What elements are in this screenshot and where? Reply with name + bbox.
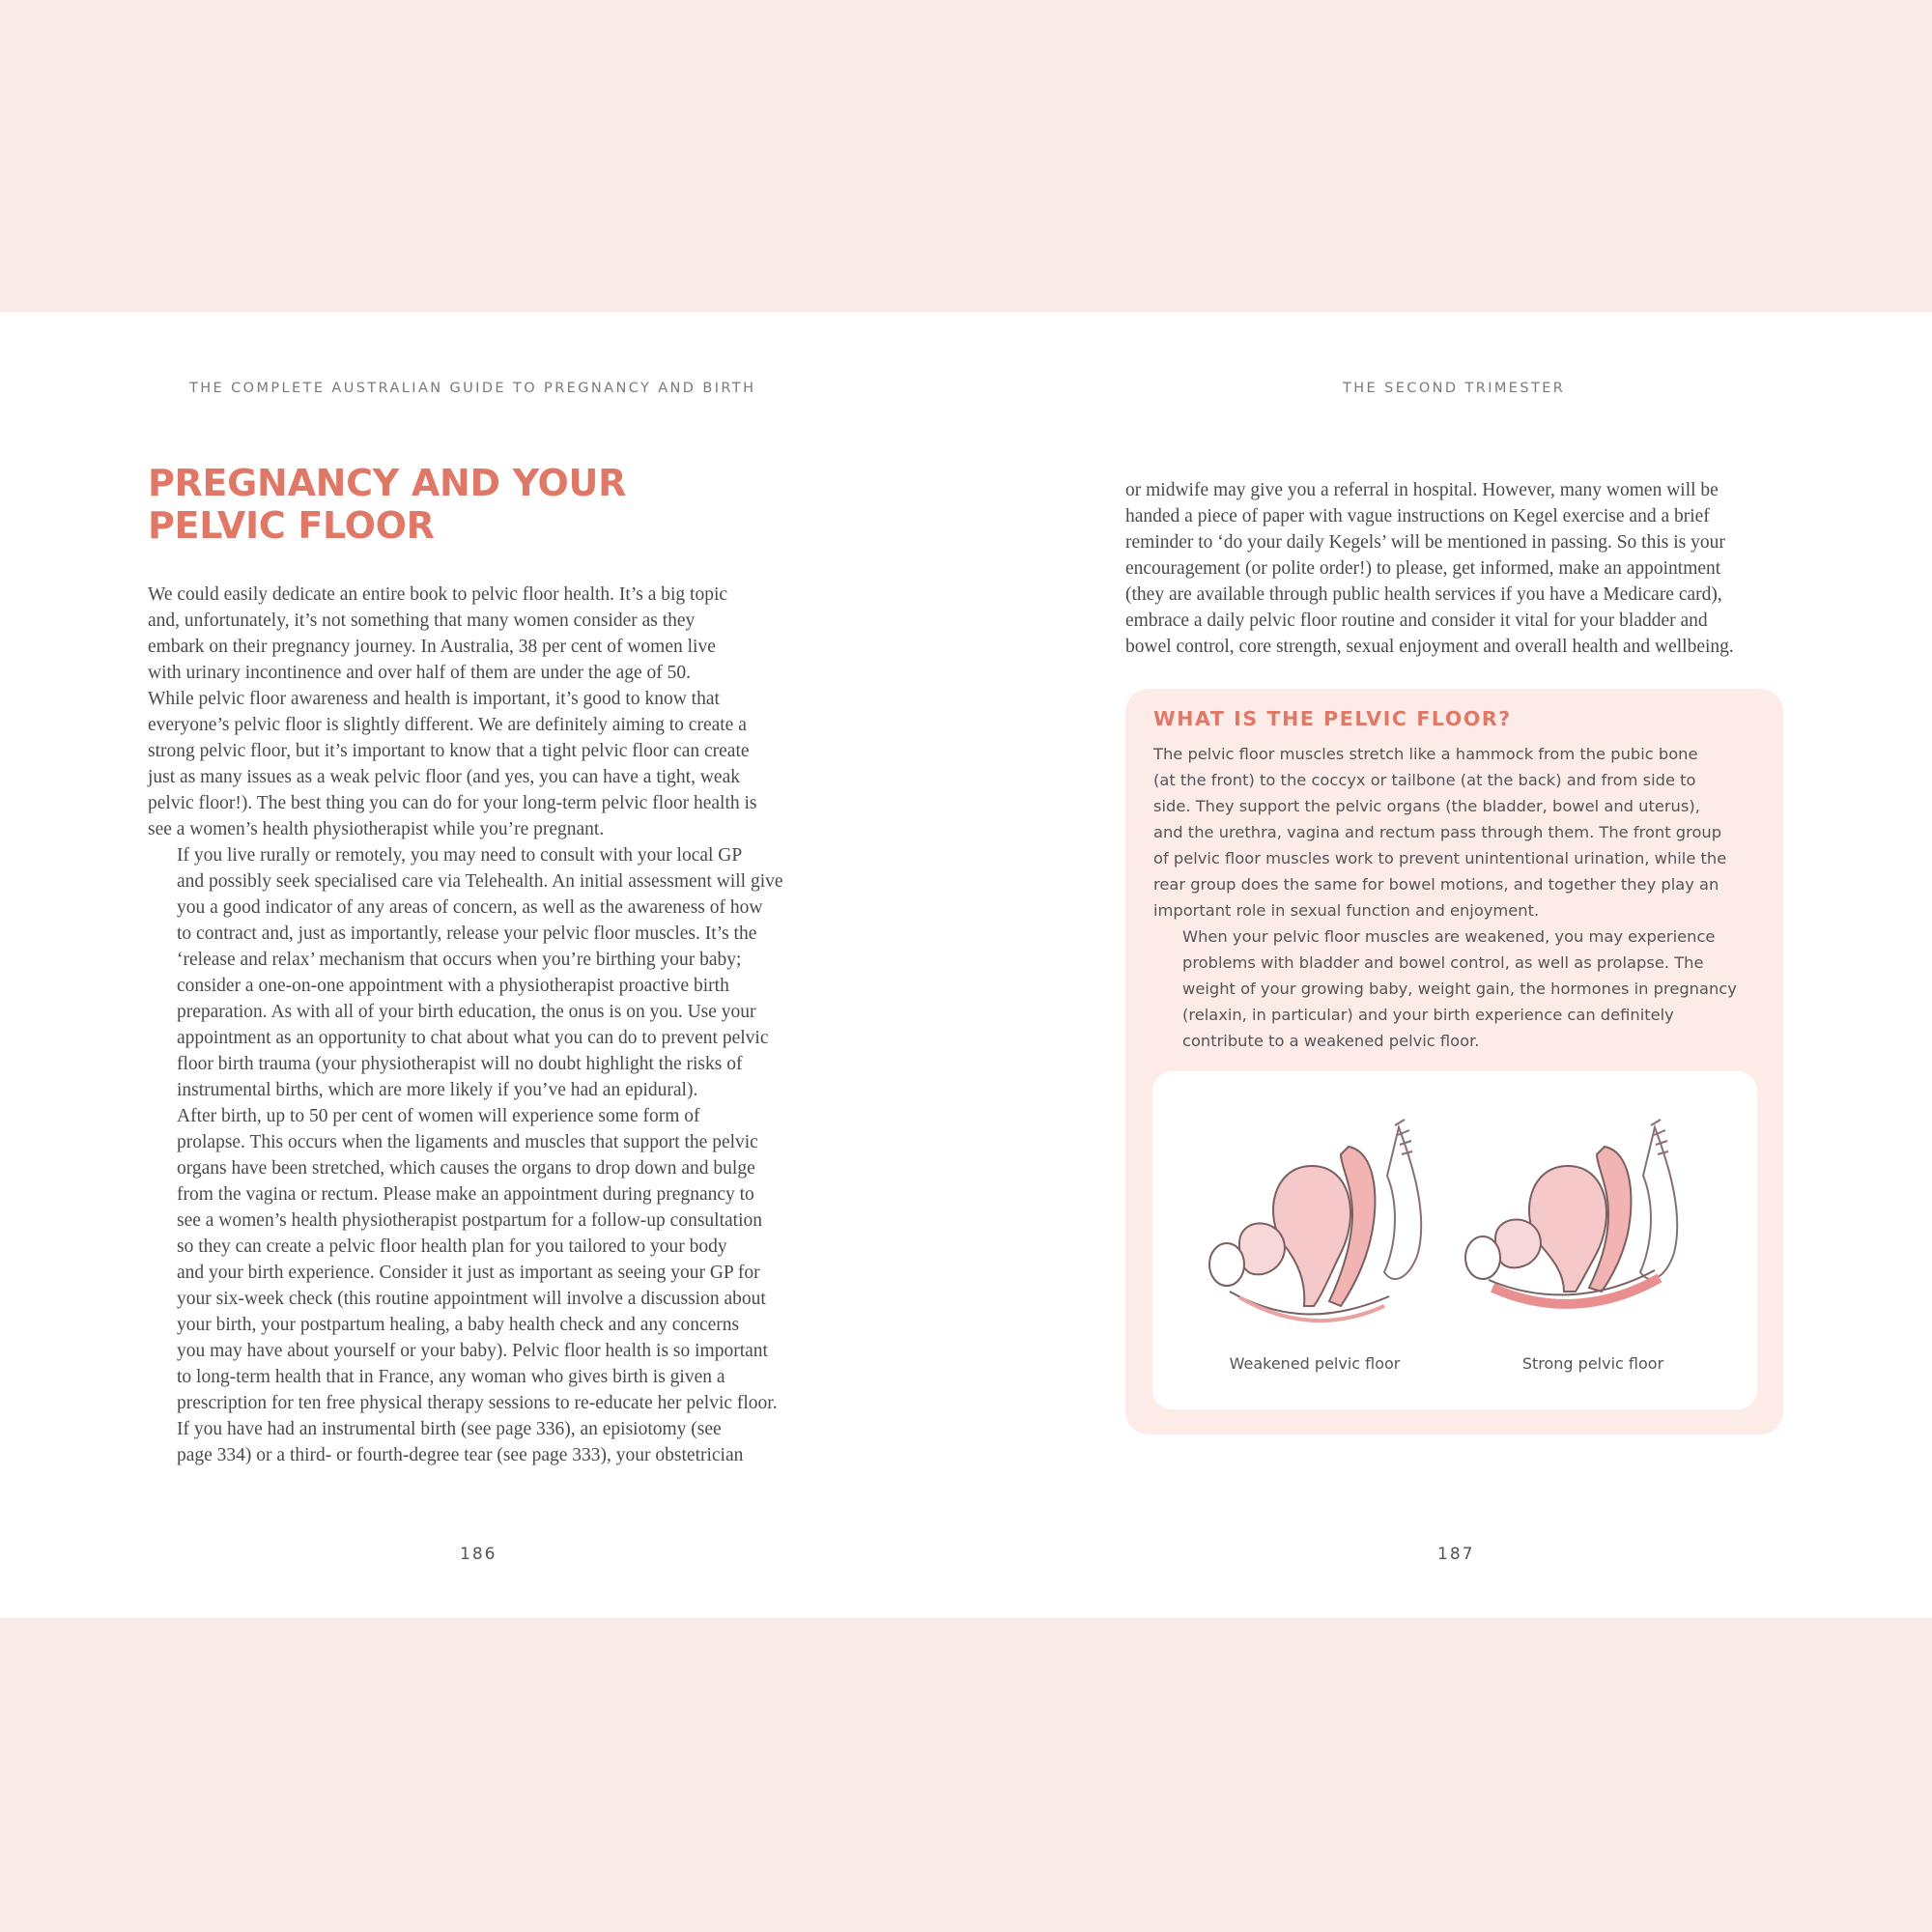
text-line: everyone’s pelvic floor is slightly different. We are definitely aiming to create a bbox=[148, 715, 747, 735]
text-line: While pelvic floor awareness and health is important, it’s good to know that bbox=[148, 689, 720, 709]
text-line: If you live rurally or remotely, you may need to consult with your local GP bbox=[177, 845, 743, 866]
text-line: handed a piece of paper with vague instructions on Kegel exercise and a brief bbox=[1125, 506, 1710, 526]
text-line: important role in sexual function and enjoyment. bbox=[1153, 901, 1540, 920]
text-line: from the vagina or rectum. Please make an appointment during pregnancy to bbox=[177, 1184, 754, 1205]
text-line: side. They support the pelvic organs (the bladder, bowel and uterus), bbox=[1153, 797, 1700, 815]
pelvic-floor-figure bbox=[1152, 1071, 1757, 1409]
text-line: The pelvic floor muscles stretch like a hammock from the pubic bone bbox=[1153, 745, 1698, 763]
body-paragraph bbox=[1125, 477, 1792, 660]
text-line: and the urethra, vagina and rectum pass through them. The front group bbox=[1153, 823, 1722, 841]
text-line: consider a one-on-one appointment with a physiotherapist proactive birth bbox=[177, 976, 729, 996]
text-line: (they are available through public health services if you have a Medicare card), bbox=[1125, 584, 1722, 605]
text-line: and, unfortunately, it’s not something that many women consider as they bbox=[148, 611, 696, 631]
text-line: strong pelvic floor, but it’s important to know that a tight pelvic floor can create bbox=[148, 741, 750, 761]
text-line: your six-week check (this routine appointment will involve a discussion about bbox=[177, 1289, 766, 1309]
text-line: your birth, your postpartum healing, a baby health check and any concerns bbox=[177, 1315, 740, 1335]
body-paragraph bbox=[148, 582, 814, 842]
strong-pelvic-floor-illustration bbox=[1462, 1108, 1703, 1330]
text-line: you a good indicator of any areas of concern, as well as the awareness of how bbox=[177, 897, 763, 918]
text-line: weight of your growing baby, weight gain, the hormones in pregnancy bbox=[1182, 980, 1737, 998]
text-line: rear group does the same for bowel motions, and together they play an bbox=[1153, 875, 1719, 894]
sidebar-text bbox=[1153, 741, 1772, 1054]
text-line: instrumental births, which are more likely if you’ve had an epidural). bbox=[177, 1080, 698, 1100]
text-line: (relaxin, in particular) and your birth experience can definitely bbox=[1182, 1006, 1674, 1024]
text-line: When your pelvic floor muscles are weakened, you may experience bbox=[1182, 927, 1716, 946]
text-line: and your birth experience. Consider it just as important as seeing your GP for bbox=[177, 1263, 760, 1283]
sidebar-paragraph bbox=[1153, 923, 1772, 1054]
body-paragraph bbox=[148, 1103, 814, 1416]
page-number-left: 186 bbox=[460, 1545, 497, 1564]
left-body-text bbox=[148, 582, 814, 1468]
text-line: so they can create a pelvic floor health plan for you tailored to your body bbox=[177, 1236, 727, 1257]
text-line: organs have been stretched, which causes the organs to drop down and bulge bbox=[177, 1158, 755, 1179]
text-line: embark on their pregnancy journey. In Australia, 38 per cent of women live bbox=[148, 637, 716, 657]
text-line: prolapse. This occurs when the ligaments and muscles that support the pelvic bbox=[177, 1132, 758, 1152]
running-head-left: THE COMPLETE AUSTRALIAN GUIDE TO PREGNANCY AND BIRTH bbox=[189, 381, 756, 396]
text-line: see a women’s health physiotherapist while you’re pregnant. bbox=[148, 819, 605, 839]
text-line: If you have had an instrumental birth (see page 336), an episiotomy (see bbox=[177, 1419, 722, 1439]
title-line: PREGNANCY AND YOUR bbox=[148, 462, 627, 504]
weakened-pelvic-floor-illustration bbox=[1206, 1108, 1447, 1330]
text-line: or midwife may give you a referral in hospital. However, many women will be bbox=[1125, 480, 1719, 500]
running-head-right: THE SECOND TRIMESTER bbox=[1343, 381, 1566, 396]
body-paragraph bbox=[148, 1416, 814, 1468]
text-line: contribute to a weakened pelvic floor. bbox=[1182, 1032, 1480, 1050]
text-line: reminder to ‘do your daily Kegels’ will be mentioned in passing. So this is your bbox=[1125, 532, 1725, 553]
page-number-right: 187 bbox=[1437, 1545, 1475, 1564]
text-line: pelvic floor!). The best thing you can do for your long-term pelvic floor health is bbox=[148, 793, 757, 813]
sidebar-title: WHAT IS THE PELVIC FLOOR? bbox=[1153, 707, 1512, 730]
text-line: encouragement (or polite order!) to please, get informed, make an appointment bbox=[1125, 558, 1721, 579]
text-line: to contract and, just as importantly, release your pelvic floor muscles. It’s the bbox=[177, 923, 757, 944]
text-line: embrace a daily pelvic floor routine and consider it vital for your bladder and bbox=[1125, 611, 1708, 631]
text-line: preparation. As with all of your birth education, the onus is on you. Use your bbox=[177, 1002, 756, 1022]
text-line: you may have about yourself or your baby). Pelvic floor health is so important bbox=[177, 1341, 768, 1361]
text-line: see a women’s health physiotherapist postpartum for a follow-up consultation bbox=[177, 1210, 762, 1231]
figure-caption-weakened: Weakened pelvic floor bbox=[1229, 1354, 1401, 1373]
text-line: to long-term health that in France, any woman who gives birth is given a bbox=[177, 1367, 725, 1387]
body-paragraph bbox=[148, 842, 814, 1103]
text-line: problems with bladder and bowel control, as well as prolapse. The bbox=[1182, 953, 1704, 972]
text-line: We could easily dedicate an entire book to pelvic floor health. It’s a big topic bbox=[148, 584, 728, 605]
right-body-text bbox=[1125, 477, 1792, 660]
text-line: page 334) or a third- or fourth-degree tear (see page 333), your obstetrician bbox=[177, 1445, 744, 1465]
page-title bbox=[148, 462, 626, 547]
text-line: (at the front) to the coccyx or tailbone (at the back) and from side to bbox=[1153, 771, 1696, 789]
text-line: bowel control, core strength, sexual enjoyment and overall health and wellbeing. bbox=[1125, 637, 1734, 657]
title-line: PELVIC FLOOR bbox=[148, 504, 435, 547]
figure-caption-strong: Strong pelvic floor bbox=[1521, 1354, 1664, 1373]
text-line: just as many issues as a weak pelvic floor (and yes, you can have a tight, weak bbox=[148, 767, 740, 787]
sidebar-paragraph bbox=[1153, 741, 1772, 923]
text-line: and possibly seek specialised care via Telehealth. An initial assessment will give bbox=[177, 871, 783, 892]
text-line: of pelvic floor muscles work to prevent unintentional urination, while the bbox=[1153, 849, 1727, 867]
text-line: After birth, up to 50 per cent of women will experience some form of bbox=[177, 1106, 700, 1126]
text-line: with urinary incontinence and over half of them are under the age of 50. bbox=[148, 663, 692, 683]
sidebar-box bbox=[1125, 689, 1783, 1435]
text-line: appointment as an opportunity to chat about what you can do to prevent pelvic bbox=[177, 1028, 769, 1048]
text-line: floor birth trauma (your physiotherapist will no doubt highlight the risks of bbox=[177, 1054, 743, 1074]
text-line: prescription for ten free physical therapy sessions to re-educate her pelvic floor. bbox=[177, 1393, 778, 1413]
text-line: ‘release and relax’ mechanism that occurs when you’re birthing your baby; bbox=[177, 950, 742, 970]
